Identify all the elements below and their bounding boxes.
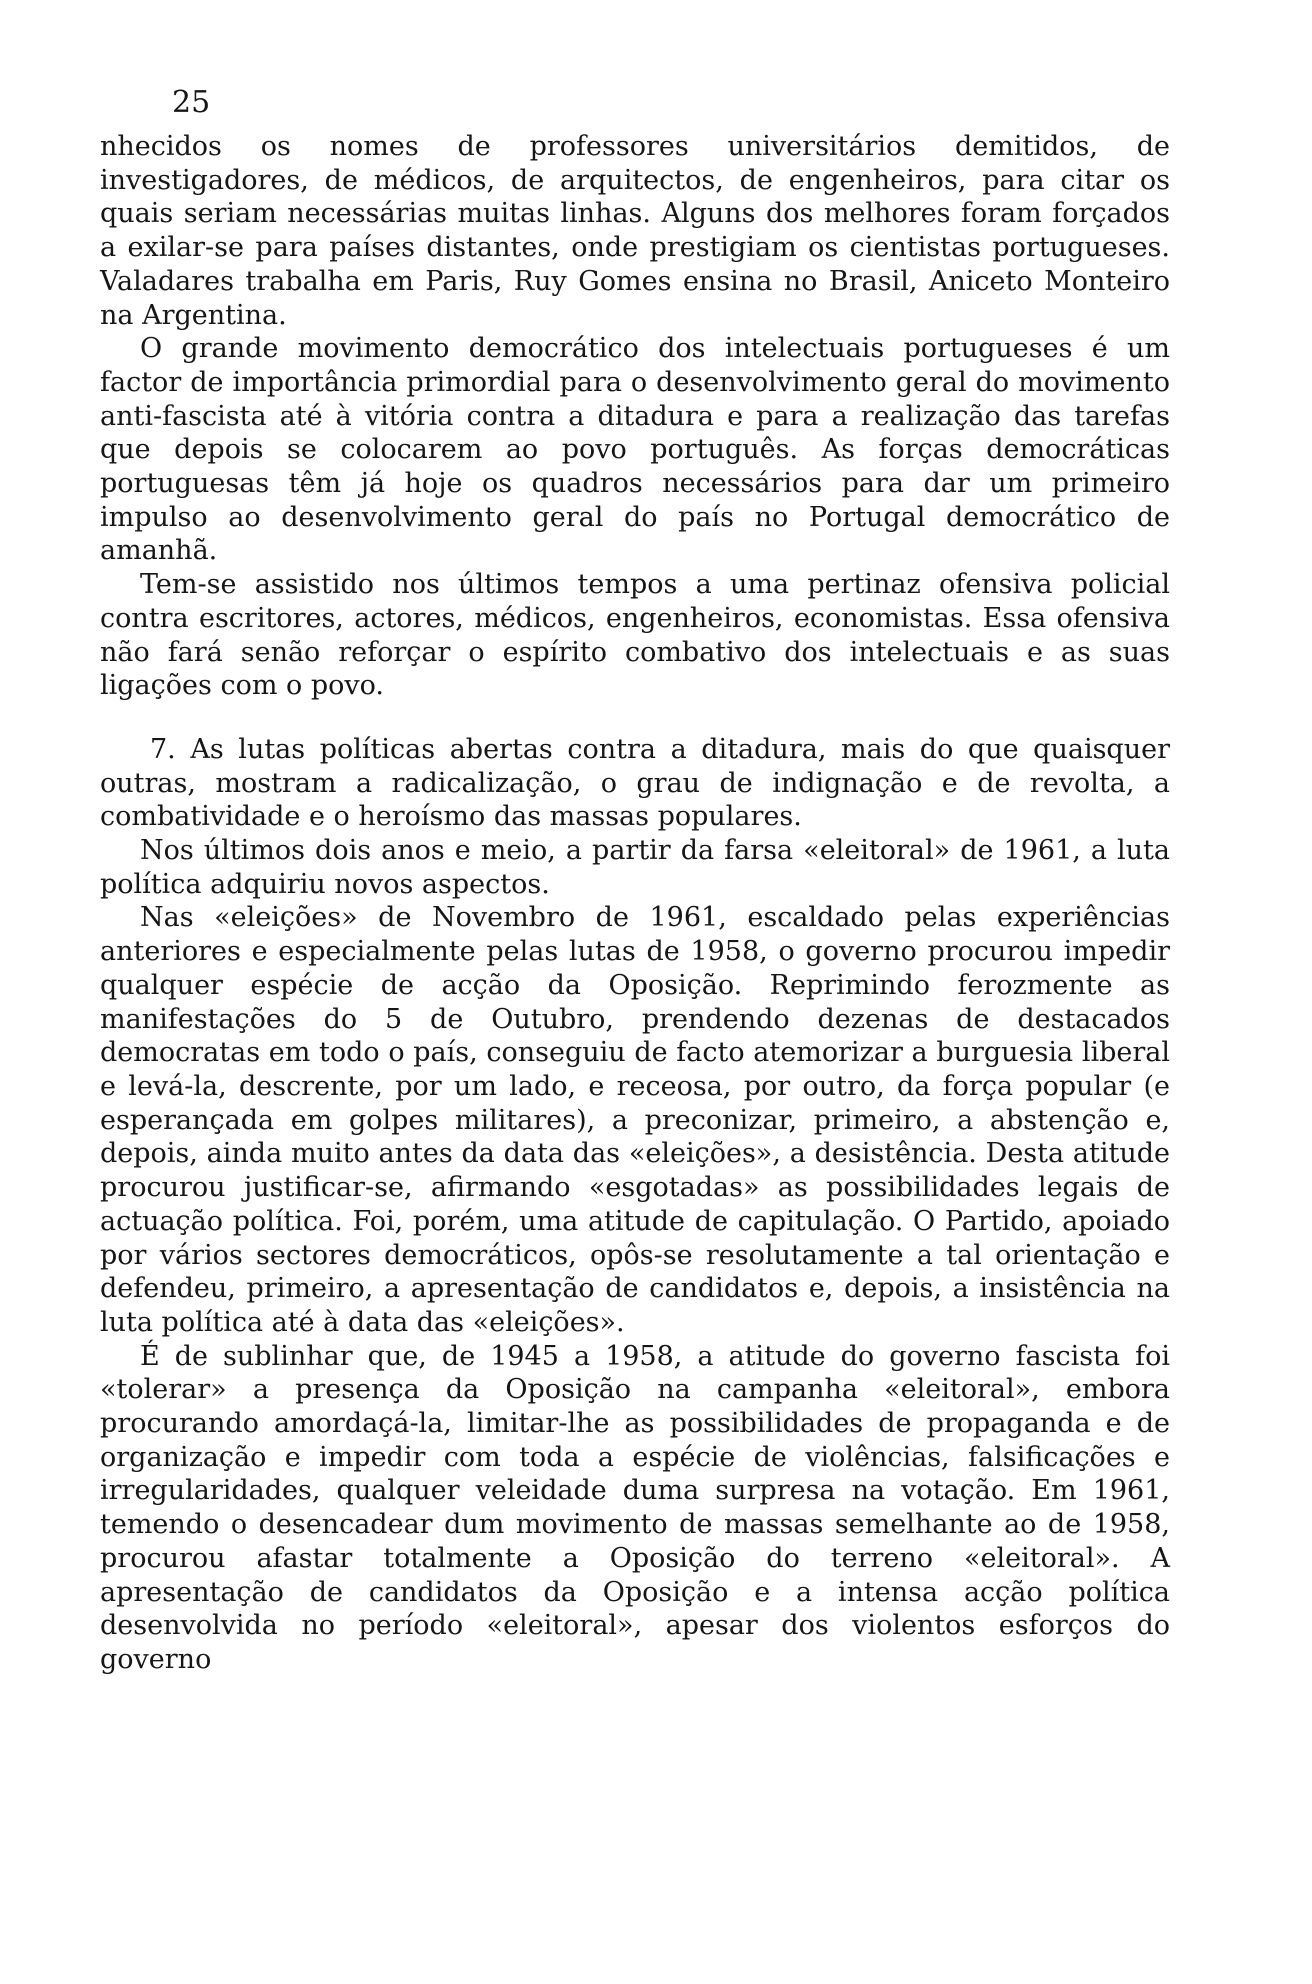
paragraph-p7: É de sublinhar que, de 1945 a 1958, a atitude do governo fascista foi «tolerar» a presença da Oposição na campanha «eleitoral», embora procurando amordaçá-la, limitar-lhe as possibilidades de propaganda e de organização e impedir com toda a espécie de violências, falsificações e irregularidades, qualquer veleidade duma surpresa na votação. Em 1961, temendo o desencadear dum movimento de massas semelhante ao de 1958, procurou afastar totalmente a Oposição do terreno «eleitoral». A apresentação de candidatos da Oposição e a intensa acção política desenvolvida no período «eleitoral», apesar dos violentos esforços do governo <box>100 1340 1170 1675</box>
page-number: 25 <box>172 85 211 120</box>
paragraph-p3: Tem-se assistido nos últimos tempos a uma pertinaz ofensiva policial contra escritores, actores, médicos, engenheiros, economistas. Essa ofensiva não fará senão reforçar o espírito combativo dos intelectuais e as suas ligações com o povo. <box>100 569 1170 702</box>
paragraph-p4-numbered-7: 7. As lutas políticas abertas contra a ditadura, mais do que quaisquer outras, mostram a radicalização, o grau de indignação e de revolta, a combatividade e o heroísmo das massas populares. <box>100 733 1170 833</box>
body-text <box>100 130 1170 1677</box>
paragraph-p5: Nos últimos dois anos e meio, a partir da farsa «eleitoral» de 1961, a luta política adquiriu novos aspectos. <box>100 835 1170 900</box>
paragraph-p6: Nas «eleições» de Novembro de 1961, escaldado pelas experiências anteriores e especialmente pelas lutas de 1958, o governo procurou impedir qualquer espécie de acção da Oposição. Reprimindo ferozmente as manifestações do 5 de Outubro, prendendo dezenas de destacados democratas em todo o país, conseguiu de facto atemorizar a burguesia liberal e levá-la, descrente, por um lado, e receosa, por outro, da força popular (e esperançada em golpes militares), a preconizar, primeiro, a abstenção e, depois, ainda muito antes da data das «eleições», a desistência. Desta atitude procurou justificar-se, afirmando «esgotadas» as possibilidades legais de actuação política. Foi, porém, uma atitude de capitulação. O Partido, apoiado por vários sectores democráticos, opôs-se resolutamente a tal orientação e defendeu, primeiro, a apresentação de candidatos e, depois, a insistência na luta política até à data das «eleições». <box>100 902 1170 1338</box>
paragraph-p2: O grande movimento democrático dos intelectuais portugueses é um factor de importância primordial para o desenvolvimento geral do movimento anti-fascista até à vitória contra a ditadura e para a realização das tarefas que depois se colocarem ao povo português. As forças democráticas portuguesas têm já hoje os quadros necessários para dar um primeiro impulso ao desenvolvimento geral do país no Portugal democrático de amanhã. <box>100 333 1170 567</box>
paragraph-p1: nhecidos os nomes de professores universitários demitidos, de investigadores, de médicos, de arquitectos, de engenheiros, para citar os quais seriam necessárias muitas linhas. Alguns dos melhores foram forçados a exilar-se para países distantes, onde prestigiam os cientistas portugueses. Valadares trabalha em Paris, Ruy Gomes ensina no Brasil, Aniceto Monteiro na Argentina. <box>100 131 1170 331</box>
